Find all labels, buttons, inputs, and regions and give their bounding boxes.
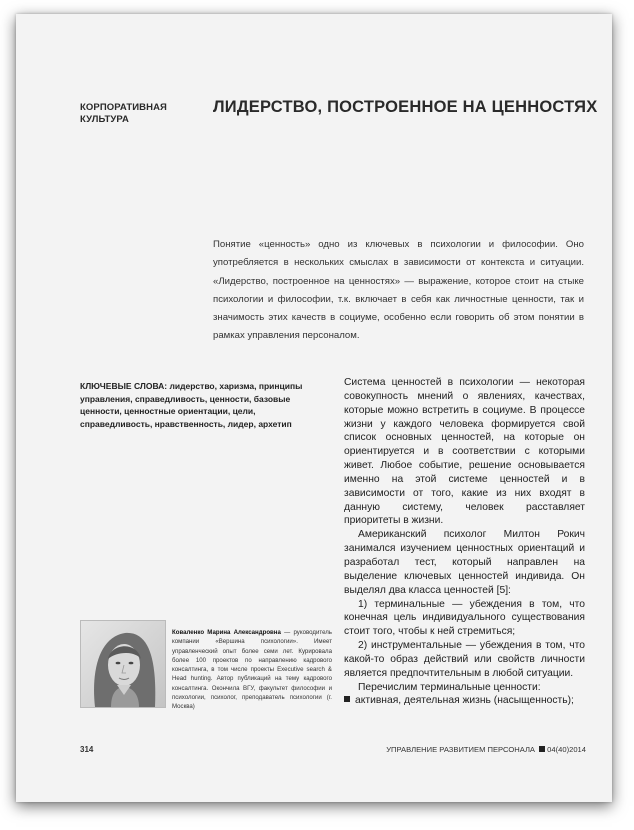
body-paragraph: Американский психолог Милтон Рокич занимался изучением ценностных ориентаций и разработал тест, который направлен на выделение ключевых ценностей индивида. Он выделял два класса ценностей [5]: <box>344 529 585 596</box>
bullet-item <box>344 694 585 708</box>
square-bullet-icon <box>344 696 350 702</box>
section-label <box>80 102 170 126</box>
article-title: ЛИДЕРСТВО, ПОСТРОЕННОЕ НА ЦЕННОСТЯХ <box>213 98 598 116</box>
lead-paragraph: Понятие «ценность» одно из ключевых в психологии и философии. Оно употребляется в нескольких смыслах в зависимости от контекста и ситуации. «Лидерство, построенное на ценностях» — выражение, которое стоит на стыке психологии и философии, т.к. включает в себя как личностные ценности, так и значимость этих качеств в социуме, особенно если говорить об этом понятии в рамках управления персоналом. <box>213 239 584 342</box>
author-name: Коваленко Марина Александровна <box>172 629 281 636</box>
author-description: — руководитель компании «Вершина психологии». Имеет управленческий опыт более семи лет. Курировала более 100 проектов по направлению кадрового консалтинга, в том числе проекты Executive search & Head hunting. Автор публикаций на тему кадрового консалтинга. Окончила ВГУ, факультет философии и психологии, психолог, преподаватель психологии (г. Москва) <box>172 629 332 711</box>
body-paragraph: Система ценностей в психологии — некоторая совокупность мнений о явлениях, качествах, которые можно встретить в социуме. В процессе жизни у каждого человека формируется свой список основных ценностей, на которые он ориентируется и в соответствии с которыми живет. Любое событие, решение основывается именно на этой системе ценностей и в зависимости от того, какие из них входят в данную систему, человек расставляет приоритеты в жизни. <box>344 377 585 527</box>
section-label-line2: КУЛЬТУРА <box>80 114 129 125</box>
keywords: КЛЮЧЕВЫЕ СЛОВА: лидерство, харизма, принципы управления, справедливость, ценности, базовые ценности, ценностные ориентации, цели, справедливость, нравственность, лидер, архетип <box>80 381 303 429</box>
square-separator-icon <box>539 746 545 752</box>
list-item: 1) терминальные — убеждения в том, что конечная цель индивидуального существования стоит того, чтобы к ней стремиться; <box>344 598 585 638</box>
author-bio <box>172 628 332 712</box>
footer-journal <box>386 745 586 754</box>
body-column <box>344 376 585 708</box>
journal-name: УПРАВЛЕНИЕ РАЗВИТИЕМ ПЕРСОНАЛА <box>386 745 536 754</box>
author-photo <box>80 620 166 708</box>
body-paragraph: Перечислим терминальные ценности: <box>358 681 541 693</box>
section-label-line1: КОРПОРАТИВНАЯ <box>80 102 167 113</box>
list-item: 2) инструментальные — убеждения в том, что какой-то образ действий или свойств личности является предпочтительным в любой ситуации. <box>344 640 585 679</box>
author-portrait-icon <box>81 621 165 707</box>
page-number: 314 <box>80 745 94 754</box>
bullet-text: активная, деятельная жизнь (насыщенность); <box>355 695 574 707</box>
journal-issue: 04(40)2014 <box>547 745 586 754</box>
magazine-page <box>16 14 612 802</box>
